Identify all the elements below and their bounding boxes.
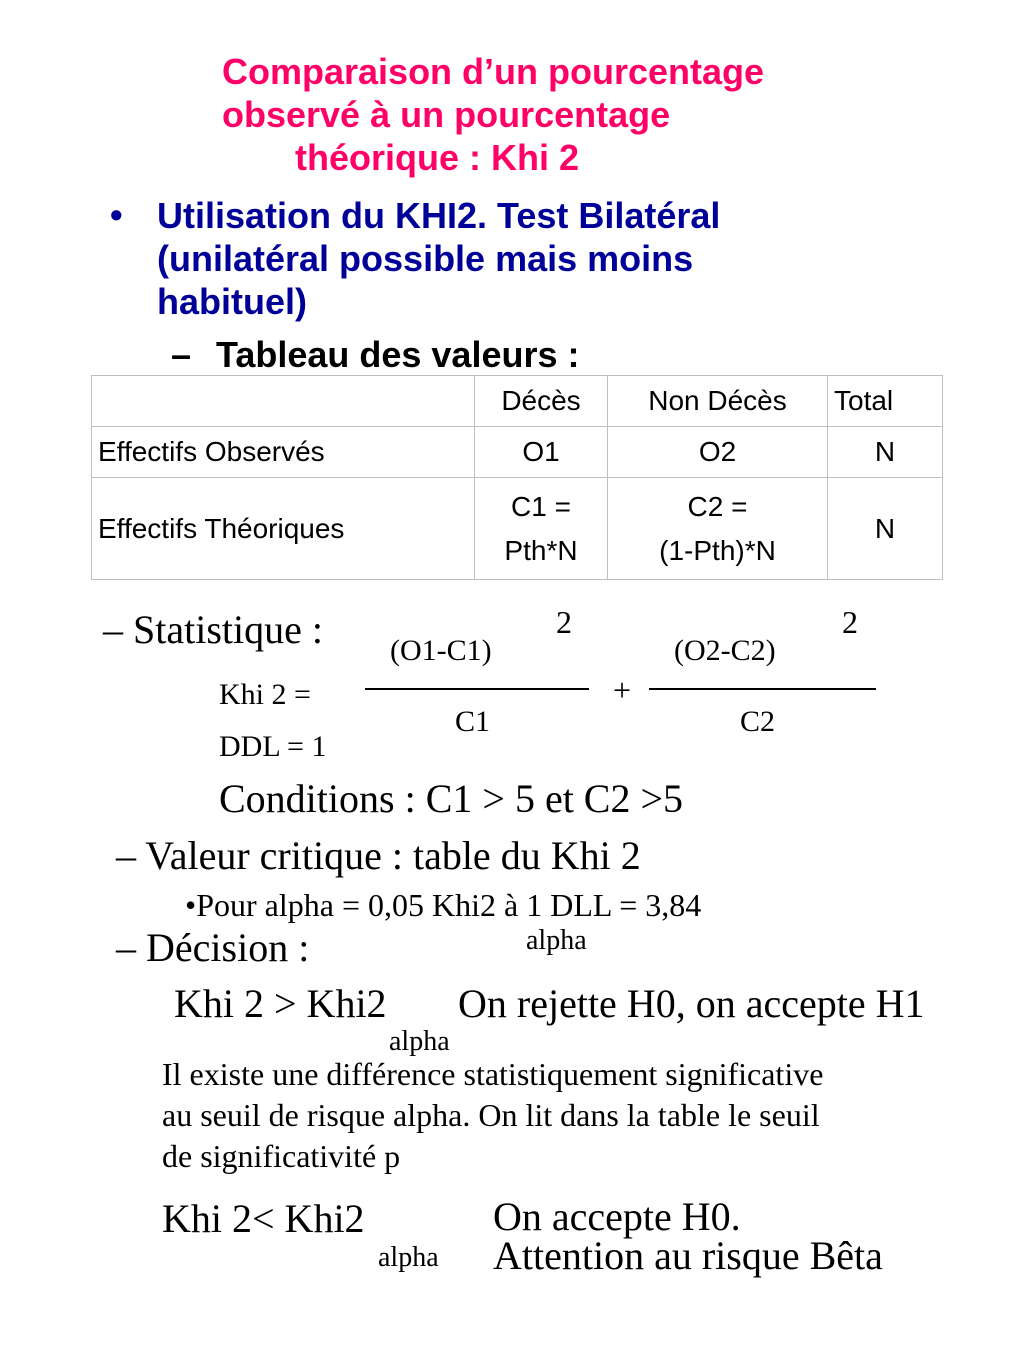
table-cell <box>608 478 828 580</box>
case2-result-line: On accepte H0. <box>493 1194 741 1239</box>
table-header-cell: Décès <box>475 376 608 427</box>
table-cell: O2 <box>608 427 828 478</box>
alpha-subscript: alpha <box>378 1242 439 1273</box>
statistic-label: – Statistique : <box>103 607 323 652</box>
values-table <box>91 375 943 580</box>
term2-denominator: C2 <box>740 705 776 738</box>
table-header-row <box>92 376 943 427</box>
conditions-text: Conditions : C1 > 5 et C2 >5 <box>219 776 684 821</box>
term2-numerator: (O2-C2) <box>674 634 776 667</box>
table-row <box>92 478 943 580</box>
table-row <box>92 427 943 478</box>
alpha-subscript: alpha <box>389 1026 450 1057</box>
plus-sign: + <box>613 672 632 708</box>
table-header-cell: Non Décès <box>608 376 828 427</box>
bullet-line: (unilatéral possible mais moins <box>157 238 694 279</box>
bullet-line: Utilisation du KHI2. Test Bilatéral <box>157 195 721 236</box>
note-line: de significativité p <box>162 1138 401 1174</box>
ddl-text: DDL = 1 <box>219 730 327 763</box>
khi2-lhs: Khi 2 = <box>219 678 311 711</box>
row-label: Effectifs Observés <box>92 427 475 478</box>
cell-line: C2 = <box>687 490 748 522</box>
decision-label: – Décision : <box>116 925 310 970</box>
table-header-cell <box>92 376 475 427</box>
bullet-line: habituel) <box>157 281 307 322</box>
term1-exponent: 2 <box>556 604 572 640</box>
case1-result: On rejette H0, on accepte H1 <box>458 981 925 1026</box>
case1-comparison: Khi 2 > Khi2 <box>174 981 387 1026</box>
case1-note <box>162 1054 962 1177</box>
cell-line: C1 = <box>511 490 571 522</box>
case2-result-line: Attention au risque Bêta <box>493 1233 883 1278</box>
table-cell <box>475 478 608 580</box>
term1-fraction-bar <box>365 688 589 690</box>
table-cell: N <box>828 478 943 580</box>
case2-comparison: Khi 2< Khi2 <box>162 1196 365 1241</box>
bullet-marker: • <box>110 194 123 235</box>
sub-bullet-dash: – <box>171 334 192 375</box>
table-header-cell: Total <box>828 376 943 427</box>
term1-denominator: C1 <box>455 705 491 738</box>
note-line: Il existe une différence statistiquement significative <box>162 1056 824 1092</box>
page-title <box>222 50 765 179</box>
critical-value-rule: •Pour alpha = 0,05 Khi2 à 1 DLL = 3,84 <box>185 887 702 923</box>
note-line: au seuil de risque alpha. On lit dans la table le seuil <box>162 1097 820 1133</box>
title-line: théorique : Khi 2 <box>294 137 579 178</box>
table-cell: N <box>828 427 943 478</box>
term2-exponent: 2 <box>842 604 858 640</box>
title-line: Comparaison d’un pourcentage <box>222 51 765 92</box>
table-cell: O1 <box>475 427 608 478</box>
alpha-subscript: alpha <box>526 925 587 956</box>
cell-line: (1-Pth)*N <box>659 534 776 566</box>
term1-numerator: (O1-C1) <box>390 634 492 667</box>
term2-fraction-bar <box>649 688 876 690</box>
title-line: observé à un pourcentage <box>222 94 671 135</box>
bullet-text <box>157 194 917 323</box>
table-heading: Tableau des valeurs : <box>216 334 580 375</box>
critical-value-label: – Valeur critique : table du Khi 2 <box>116 833 641 878</box>
cell-line: Pth*N <box>504 534 578 566</box>
row-label: Effectifs Théoriques <box>92 478 475 580</box>
